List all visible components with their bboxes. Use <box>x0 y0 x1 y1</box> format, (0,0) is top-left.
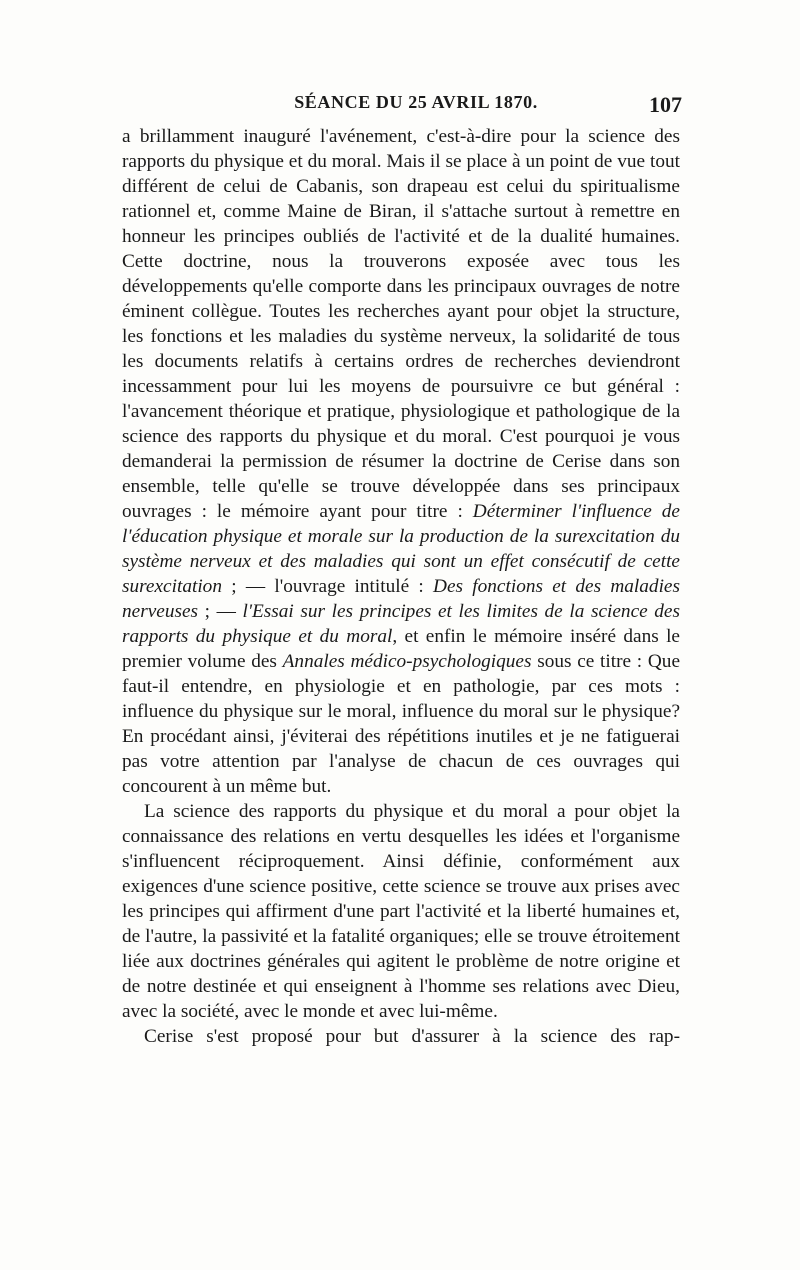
text-segment: Cerise s'est proposé pour but d'assurer à la science des rap- <box>144 1026 680 1047</box>
text-segment: ; — l'ouvrage intitulé : <box>221 576 434 597</box>
page-number: 107 <box>649 92 682 117</box>
running-head <box>120 92 682 120</box>
paragraph-3 <box>122 1024 680 1049</box>
running-title: SÉANCE DU 25 AVRIL 1870. <box>294 92 538 112</box>
text-segment: sous ce titre : Que faut-il entendre, en physiologie et en pathologie, par ces mots : influence du physique sur le moral, influence du moral sur le physique? En procédant ainsi, j'éviterai des répétitions inutiles et je ne fatiguerai pas votre attention par l'analyse de chacun de ces ouvrages qui concourent à un même but. <box>122 651 681 797</box>
title-fonctions-maladies: Des fonctions et des maladies nerveuses <box>122 576 680 622</box>
title-annales: Annales médico-psychologiques <box>282 651 532 672</box>
text-segment: ; — <box>198 601 243 622</box>
title-essai: l'Essai sur les principes et les limites de la science des rapports du physique et du moral <box>122 601 680 647</box>
paragraph-2 <box>122 799 680 1024</box>
text-segment: , et enfin le mémoire inséré dans le premier volume des <box>122 626 680 672</box>
paragraph-1 <box>122 124 680 799</box>
text-segment: La science des rapports du physique et du moral a pour objet la connaissance des relations en vertu desquelles les idées et l'organisme s'influencent réciproquement. Ainsi définie, conformément aux exigences d'une science positive, cette science se trouve aux prises avec les principes qui affirment d'une part l'activité et la liberté humaines et, de l'autre, la passivité et la fatalité organiques; elle se trouve étroitement liée aux doctrines générales qui agitent le problème de notre origine et de notre destinée et qui enseignent à l'homme ses relations avec Dieu, avec la société, avec le monde et avec lui-même. <box>122 801 680 1022</box>
text-segment: a brillamment inauguré l'avénement, c'est-à-dire pour la science des rapports du physique et du moral. Mais il se place à un point de vue tout différent de celui de Cabanis, son drapeau est celui du spiritualisme rationnel et, comme Maine de Biran, il s'attache surtout à remettre en honneur les principes oubliés de l'activité et de la dualité humaines. Cette doctrine, nous la trouverons exposée avec tous les développements qu'elle comporte dans les principaux ouvrages de notre éminent collègue. Toutes les recherches ayant pour objet la structure, les fonctions et les maladies du système nerveux, la solidarité de tous les documents relatifs à certains ordres de recherches deviendront incessamment pour lui les moyens de poursuivre ce but général : l'avancement théorique et pratique, physiologique et pathologique de la science des rapports du physique et du moral. C'est pourquoi je vous demanderai la permission de résumer la doctrine de Cerise dans son ensemble, telle qu'elle se trouve développée dans ses principaux ouvrages : le mémoire ayant pour titre : <box>122 126 680 522</box>
title-determiner-influence: Déterminer l'influence de l'éducation physique et morale sur la production de la surexcitation du système nerveux et des maladies qui sont un effet consécutif de cette surexcitation <box>122 501 680 597</box>
body-text <box>122 124 680 1049</box>
